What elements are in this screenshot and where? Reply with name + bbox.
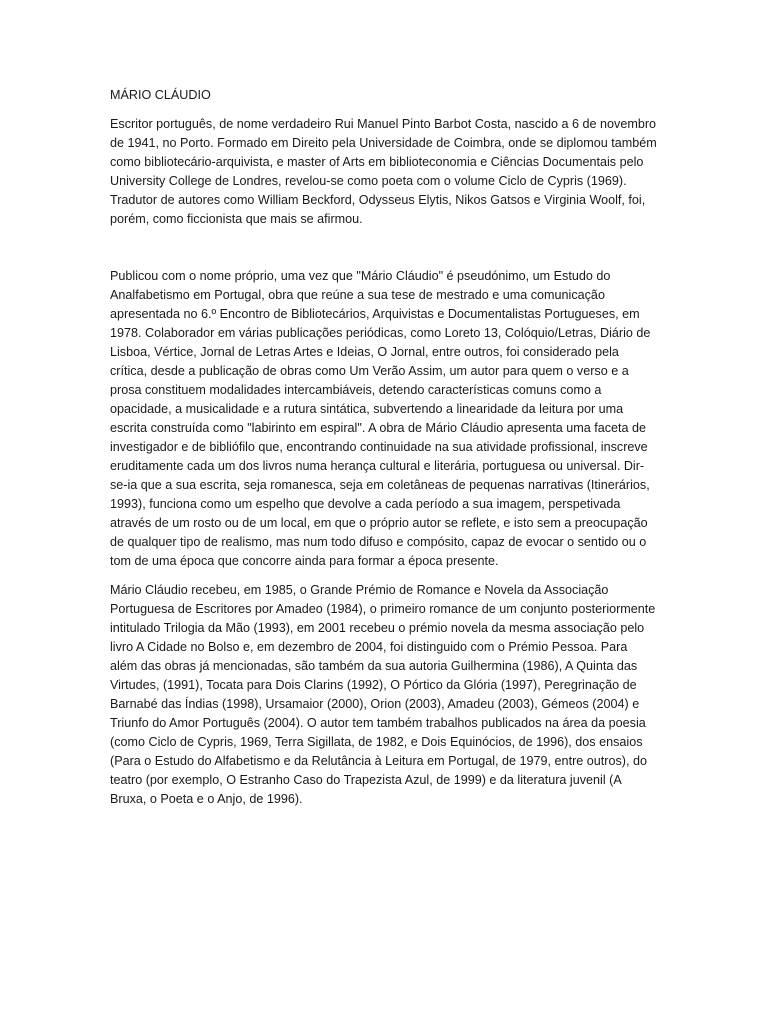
paragraph-awards-bibliography: Mário Cláudio recebeu, em 1985, o Grande Prémio de Romance e Novela da Associação Portuguesa de Escritores por Amadeo (1984), o primeiro romance de um conjunto posteriormente intitulado Trilogia da Mão (1993), em 2001 recebeu o prémio novela da mesma associação pelo livro A Cidade no Bolso e, em dezembro de 2004, foi distinguido com o Prémio Pessoa. Para além das obras já mencionadas, são também da sua autoria Guilhermina (1986), A Quinta das Virtudes, (1991), Tocata para Dois Clarins (1992), O Pórtico da Glória (1997), Peregrinação de Barnabé das Índias (1998), Ursamaior (2000), Orion (2003), Amadeu (2003), Gémeos (2004) e Triunfo do Amor Português (2004). O autor tem também trabalhos publicados na área da poesia (como Ciclo de Cypris, 1969, Terra Sigillata, de 1982, e Dois Equinócios, de 1996), dos ensaios (Para o Estudo do Alfabetismo e da Relutância à Leitura em Portugal, de 1979, entre outros), do teatro (por exemplo, O Estranho Caso do Trapezista Azul, de 1999) e da literatura juvenil (A Bruxa, o Poeta e o Anjo, de 1996). [110, 583, 656, 806]
document-page [110, 86, 658, 809]
paragraph-work-overview: Publicou com o nome próprio, uma vez que "Mário Cláudio" é pseudónimo, um Estudo do Analfabetismo em Portugal, obra que reúne a sua tese de mestrado e uma comunicação apresentada no 6.º Encontro de Bibliotecários, Arquivistas e Documentalistas Portugueses, em 1978. Colaborador em várias publicações periódicas, como Loreto 13, Colóquio/Letras, Diário de Lisboa, Vértice, Jornal de Letras Artes e Ideias, O Jornal, entre outros, foi considerado pela crítica, desde a publicação de obras como Um Verão Assim, um autor para quem o verso e a prosa constituem modalidades intercambiáveis, detendo características comuns como a opacidade, a musicalidade e a rutura sintática, subvertendo a linearidade da leitura por uma escrita construída como "labirinto em espiral". A obra de Mário Cláudio apresenta uma faceta de investigador e de bibliófilo que, encontrando continuidade na sua atividade profissional, inscreve eruditamente cada um dos livros numa herança cultural e literária, portuguesa ou universal. Dir-se-ia que a sua escrita, seja romanesca, seja em coletâneas de pequenas narrativas (Itinerários, 1993), funciona como um espelho que devolve a cada período a sua imagem, perspetivada através de um rosto ou de um local, em que o próprio autor se reflete, e isto sem a preocupação de qualquer tipo de realismo, mas num todo difuso e compósito, capaz de evocar o sentido ou o tom de uma época que concorre ainda para formar a época presente. [110, 269, 651, 568]
paragraph-biography: Escritor português, de nome verdadeiro Rui Manuel Pinto Barbot Costa, nascido a 6 de novembro de 1941, no Porto. Formado em Direito pela Universidade de Coimbra, onde se diplomou também como bibliotecário-arquivista, e master of Arts em biblioteconomia e Ciências Documentais pelo University College de Londres, revelou-se como poeta com o volume Ciclo de Cypris (1969). Tradutor de autores como William Beckford, Odysseus Elytis, Nikos Gatsos e Virginia Woolf, foi, porém, como ficcionista que mais se afirmou. [110, 117, 657, 226]
document-title: MÁRIO CLÁUDIO [110, 88, 211, 102]
